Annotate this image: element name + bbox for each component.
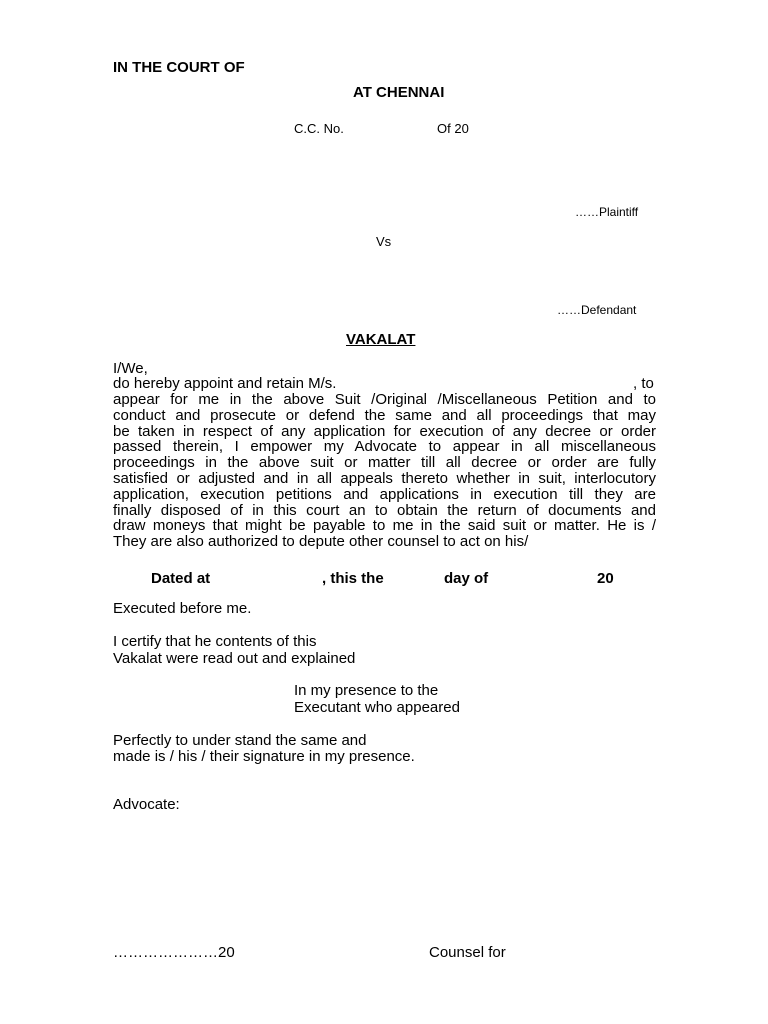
location-heading: AT CHENNAI — [353, 84, 445, 101]
presence-line-1: In my presence to the — [294, 682, 439, 699]
paragraph-line: appear for me in the above Suit /Original /Miscellaneous Petition and to — [113, 391, 656, 408]
document-title: VAKALAT — [346, 331, 416, 348]
counsel-for-label: Counsel for — [429, 944, 506, 961]
certify-line-2: Vakalat were read out and explained — [113, 650, 356, 667]
footer-date: …………………20 — [113, 944, 235, 961]
paragraph-line: draw moneys that might be payable to me in the said suit or matter. He is / — [113, 517, 656, 535]
day-of-label: day of — [444, 570, 489, 587]
appoint-line-end: , to — [633, 375, 654, 392]
paragraph-line: finally disposed of in this court an to obtain the return of documents and — [113, 501, 656, 519]
understand-line-1: Perfectly to under stand the same and — [113, 732, 367, 749]
dated-at-label: Dated at — [151, 570, 211, 587]
year-label: 20 — [597, 570, 614, 587]
defendant-label: ……Defendant — [557, 303, 637, 317]
cc-no-label: C.C. No. — [294, 121, 344, 136]
paragraph-line: They are also authorized to depute other counsel to act on his/ — [113, 533, 529, 551]
advocate-label: Advocate: — [113, 796, 180, 813]
paragraph-line: passed therein, I empower my Advocate to appear in all miscellaneous — [113, 438, 656, 456]
appoint-line: do hereby appoint and retain M/s. — [113, 375, 337, 392]
of-year-label: Of 20 — [437, 121, 469, 136]
paragraph-line: be taken in respect of any application for execution of any decree or order — [113, 422, 656, 440]
plaintiff-label: ……Plaintiff — [575, 205, 639, 219]
paragraph-line: satisfied or adjusted and in all appeals thereto whether in suit, interlocutory — [113, 470, 656, 487]
paragraph-line: application, execution petitions and applications in execution till they are — [113, 485, 656, 503]
this-the-label: , this the — [322, 570, 384, 587]
appointing-party: I/We, — [113, 360, 148, 377]
certify-line-1: I certify that he contents of this — [113, 633, 317, 650]
paragraph-line: proceedings in the above suit or matter till all decree or order are fully — [113, 454, 656, 472]
court-heading: IN THE COURT OF — [113, 59, 245, 76]
executed-before-text: Executed before me. — [113, 600, 252, 617]
paragraph-line: conduct and prosecute or defend the same and all proceedings that may — [113, 406, 656, 424]
understand-line-2: made is / his / their signature in my presence. — [113, 748, 415, 765]
versus-label: Vs — [376, 234, 392, 249]
presence-line-2: Executant who appeared — [294, 699, 460, 716]
